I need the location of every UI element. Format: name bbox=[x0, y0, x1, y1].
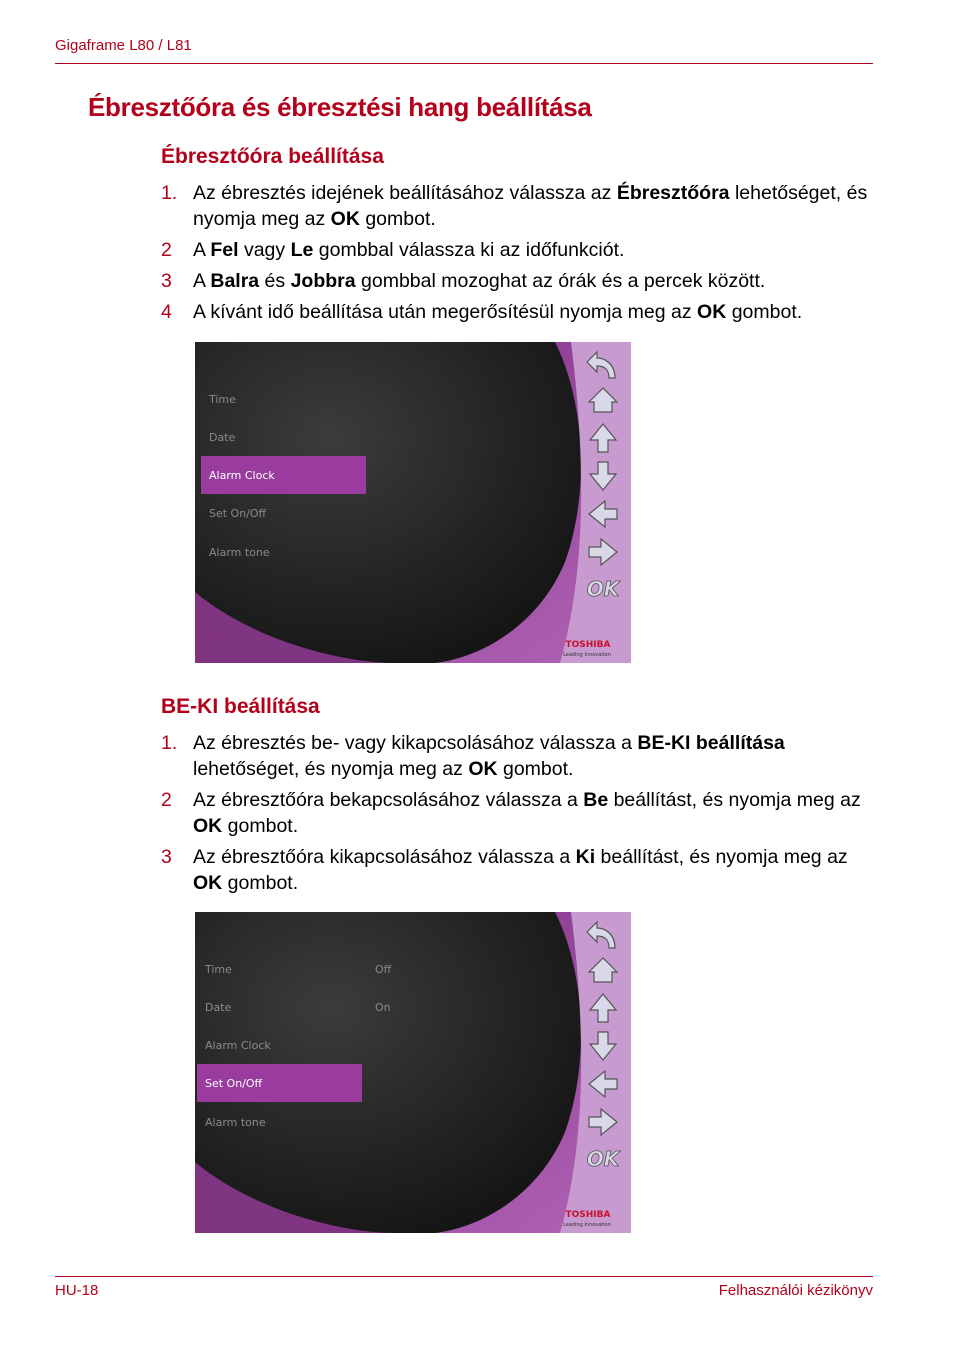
brand-logo: TOSHIBA bbox=[565, 1210, 611, 1220]
brand-tagline: Leading Innovation bbox=[563, 1222, 611, 1228]
step-number: 3 bbox=[161, 270, 172, 292]
footer-rule bbox=[55, 1276, 873, 1277]
steps-list-alarm-clock bbox=[161, 180, 876, 330]
step-text-bold: OK bbox=[193, 872, 223, 894]
menu-item-label: Set On/Off bbox=[209, 507, 267, 520]
step-text-part: gombot. bbox=[222, 815, 299, 837]
step-text-bold: Ébresztőóra bbox=[616, 182, 730, 204]
step-number: 3 bbox=[161, 846, 172, 868]
step-text-bold: OK bbox=[468, 758, 498, 780]
step-text-part: A bbox=[193, 270, 211, 292]
screenshot-set-on-off-menu bbox=[195, 912, 631, 1233]
list-item bbox=[161, 237, 876, 263]
brand-logo: TOSHIBA bbox=[565, 640, 611, 650]
step-text-bold: Fel bbox=[210, 239, 239, 261]
step-text-part: Az ébresztés be- vagy kikapcsolásához válassza a bbox=[193, 732, 638, 754]
step-text-part: beállítást, és nyomja meg az bbox=[608, 789, 861, 811]
menu-item-label: Alarm Clock bbox=[205, 1039, 271, 1052]
step-text-part: gombot. bbox=[497, 758, 574, 780]
step-text bbox=[193, 787, 876, 839]
menu-value-label: Off bbox=[375, 963, 392, 976]
step-text-part: vagy bbox=[238, 239, 291, 261]
list-item bbox=[161, 844, 876, 896]
step-text-part: Az ébresztés idejének beállításához válassza az bbox=[193, 182, 617, 204]
step-text-part: Az ébresztőóra bekapcsolásához válassza a bbox=[193, 789, 584, 811]
step-text-part: gombot. bbox=[726, 301, 803, 323]
ok-button-label: OK bbox=[586, 577, 620, 601]
menu-item-label: Alarm tone bbox=[205, 1116, 266, 1129]
step-text-part: beállítást, és nyomja meg az bbox=[595, 846, 848, 868]
step-text-part: gombot. bbox=[222, 872, 299, 894]
steps-list-on-off bbox=[161, 730, 876, 901]
step-number: 4 bbox=[161, 301, 172, 323]
step-text-part: A kívánt idő beállítása után megerősítésül nyomja meg az bbox=[193, 301, 698, 323]
list-item bbox=[161, 180, 876, 232]
step-text-part: A bbox=[193, 239, 211, 261]
step-text-bold: Be bbox=[583, 789, 609, 811]
menu-item-label: Date bbox=[209, 431, 236, 444]
step-text bbox=[193, 844, 876, 896]
list-item bbox=[161, 268, 876, 294]
list-item bbox=[161, 299, 876, 325]
step-text-bold: Jobbra bbox=[290, 270, 356, 292]
step-number: 2 bbox=[161, 789, 172, 811]
step-text-bold: Ki bbox=[575, 846, 596, 868]
section-title-alarm-clock: Ébresztőóra beállítása bbox=[161, 145, 384, 168]
step-text-bold: OK bbox=[193, 815, 223, 837]
page-title: Ébresztőóra és ébresztési hang beállítása bbox=[88, 92, 592, 122]
menu-item-label: Set On/Off bbox=[205, 1077, 263, 1090]
section-title-on-off: BE-KI beállítása bbox=[161, 695, 320, 718]
step-text bbox=[193, 730, 876, 782]
menu-value-label: On bbox=[375, 1001, 391, 1014]
list-item bbox=[161, 730, 876, 782]
step-text-part: gombot. bbox=[359, 208, 436, 230]
menu-item-label: Alarm tone bbox=[209, 546, 270, 559]
page-number: HU-18 bbox=[55, 1282, 99, 1299]
step-number: 2 bbox=[161, 239, 172, 261]
ok-button-label: OK bbox=[586, 1147, 620, 1171]
list-item bbox=[161, 787, 876, 839]
step-text-bold: OK bbox=[330, 208, 360, 230]
screenshot-alarm-clock-menu bbox=[195, 342, 631, 663]
step-text-part: és bbox=[259, 270, 291, 292]
step-text-bold: Le bbox=[290, 239, 314, 261]
step-text-bold: BE-KI beállítása bbox=[637, 732, 785, 754]
step-text bbox=[193, 180, 876, 232]
step-text-part: lehetőséget, és nyomja meg az bbox=[193, 182, 868, 230]
step-text bbox=[193, 299, 876, 325]
step-text-part: lehetőséget, és nyomja meg az bbox=[193, 758, 469, 780]
brand-tagline: Leading Innovation bbox=[563, 652, 611, 658]
step-text-bold: Balra bbox=[210, 270, 260, 292]
step-text-bold: OK bbox=[697, 301, 727, 323]
header-rule bbox=[55, 63, 873, 64]
step-text-part: Az ébresztőóra kikapcsolásához válassza a bbox=[193, 846, 576, 868]
step-text-part: gombbal mozoghat az órák és a percek között. bbox=[355, 270, 766, 292]
menu-item-label: Alarm Clock bbox=[209, 469, 275, 482]
menu-item-label: Time bbox=[205, 963, 232, 976]
step-number: 1. bbox=[161, 732, 178, 754]
menu-item-label: Date bbox=[205, 1001, 232, 1014]
menu-item-label: Time bbox=[209, 393, 236, 406]
step-text bbox=[193, 237, 876, 263]
dark-screen-area bbox=[195, 342, 581, 663]
step-text bbox=[193, 268, 876, 294]
step-number: 1. bbox=[161, 182, 178, 204]
footer-title: Felhasználói kézikönyv bbox=[718, 1282, 873, 1299]
running-header: Gigaframe L80 / L81 bbox=[55, 37, 192, 54]
step-text-part: gombbal válassza ki az időfunkciót. bbox=[313, 239, 625, 261]
